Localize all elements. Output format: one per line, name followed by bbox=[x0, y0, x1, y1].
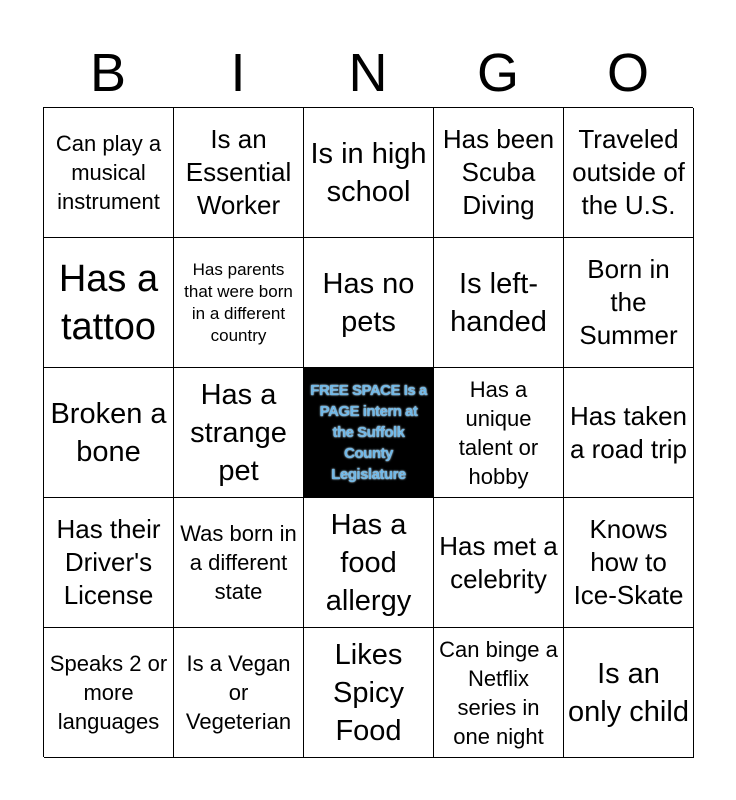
cell-label: Has a strange pet bbox=[190, 378, 287, 487]
cell-label: Speaks 2 or more languages bbox=[49, 651, 168, 734]
bingo-cell-o1[interactable] bbox=[564, 108, 694, 238]
cell-label: Has met a celebrity bbox=[439, 530, 558, 594]
cell-label: Can play a musical instrument bbox=[55, 131, 162, 214]
bingo-cell-g5[interactable] bbox=[434, 628, 564, 758]
bingo-cell-b3[interactable] bbox=[44, 368, 174, 498]
bingo-cell-n5[interactable] bbox=[304, 628, 434, 758]
cell-label: Can binge a Netflix series in one night bbox=[439, 636, 558, 749]
cell-label: Born in the Summer bbox=[579, 254, 678, 350]
free-space-label: FREE SPACE Is a PAGE intern at the Suffolk County Legislature bbox=[310, 382, 427, 483]
cell-label: Has been Scuba Diving bbox=[442, 124, 555, 220]
cell-label: Has a tattoo bbox=[58, 257, 159, 348]
cell-label: Has a unique talent or hobby bbox=[458, 376, 539, 489]
bingo-cell-i3[interactable] bbox=[174, 368, 304, 498]
bingo-cell-b1[interactable] bbox=[44, 108, 174, 238]
cell-label: Traveled outside of the U.S. bbox=[572, 124, 685, 220]
cell-label: Has taken a road trip bbox=[569, 400, 688, 464]
cell-label: Is an only child bbox=[568, 657, 689, 728]
bingo-cell-i5[interactable] bbox=[174, 628, 304, 758]
bingo-board bbox=[43, 107, 693, 757]
bingo-cell-b2[interactable] bbox=[44, 238, 174, 368]
bingo-cell-o4[interactable] bbox=[564, 498, 694, 628]
bingo-header bbox=[43, 40, 693, 106]
cell-label: Broken a bone bbox=[50, 397, 167, 468]
bingo-cell-g3[interactable] bbox=[434, 368, 564, 498]
bingo-cell-o3[interactable] bbox=[564, 368, 694, 498]
bingo-cell-b4[interactable] bbox=[44, 498, 174, 628]
cell-label: Has a food allergy bbox=[325, 508, 412, 617]
header-letter-g: G bbox=[476, 43, 519, 103]
bingo-cell-o2[interactable] bbox=[564, 238, 694, 368]
header-letter-i: I bbox=[230, 43, 246, 103]
header-letter-n: N bbox=[348, 43, 388, 103]
bingo-cell-g4[interactable] bbox=[434, 498, 564, 628]
header-letter-b: B bbox=[89, 43, 127, 103]
cell-label: Is in high school bbox=[310, 137, 427, 208]
bingo-cell-o5[interactable] bbox=[564, 628, 694, 758]
cell-label: Is left-handed bbox=[450, 267, 547, 338]
cell-label: Is an Essential Worker bbox=[185, 124, 292, 220]
bingo-cell-n2[interactable] bbox=[304, 238, 434, 368]
bingo-cell-i2[interactable] bbox=[174, 238, 304, 368]
bingo-cell-n1[interactable] bbox=[304, 108, 434, 238]
bingo-cell-i4[interactable] bbox=[174, 498, 304, 628]
header-letter-o: O bbox=[606, 43, 649, 103]
cell-label: Knows how to Ice-Skate bbox=[573, 514, 684, 610]
bingo-cell-g2[interactable] bbox=[434, 238, 564, 368]
cell-label: Has no pets bbox=[322, 267, 415, 338]
bingo-cell-n4[interactable] bbox=[304, 498, 434, 628]
cell-label: Was born in a different state bbox=[180, 521, 297, 604]
bingo-cell-b5[interactable] bbox=[44, 628, 174, 758]
cell-label: Has parents that were born in a different country bbox=[184, 259, 293, 345]
cell-label: Likes Spicy Food bbox=[333, 638, 404, 747]
bingo-cell-i1[interactable] bbox=[174, 108, 304, 238]
cell-label: Has their Driver's License bbox=[56, 514, 161, 610]
cell-label: Is a Vegan or Vegeterian bbox=[185, 651, 292, 734]
bingo-cell-free-space[interactable] bbox=[304, 368, 434, 498]
bingo-cell-g1[interactable] bbox=[434, 108, 564, 238]
